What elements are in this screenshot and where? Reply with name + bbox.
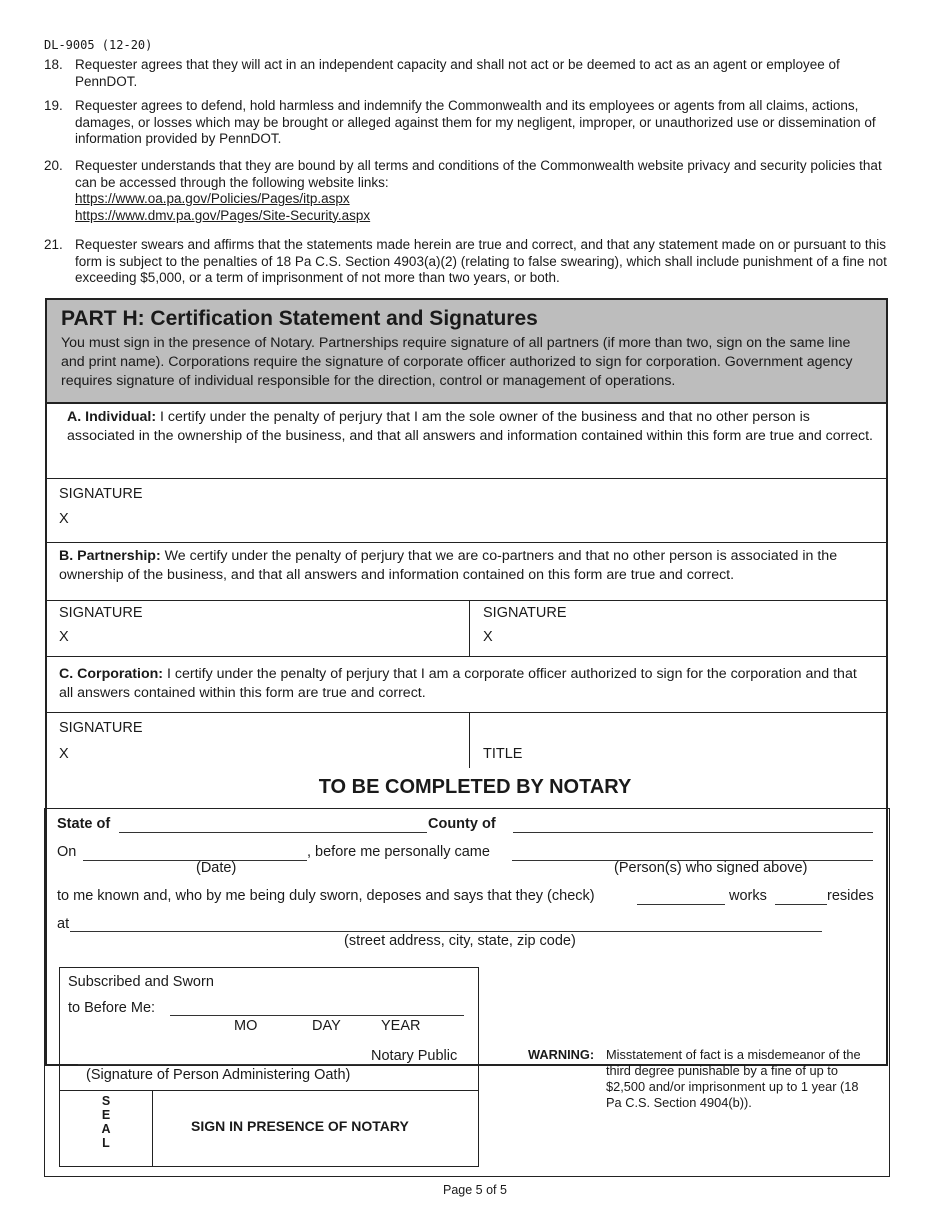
corporation-text: I certify under the penalty of perjury that I am a corporate officer authorized to sign for the corporation and that all answers contained within this form are true and correct. bbox=[59, 666, 857, 701]
list-item bbox=[44, 237, 892, 287]
date-hint: (Date) bbox=[196, 860, 237, 876]
notary-stamp-box bbox=[59, 967, 479, 1167]
sign-presence-label: SIGN IN PRESENCE OF NOTARY bbox=[191, 1118, 409, 1134]
part-h-title: PART H: Certification Statement and Signatures bbox=[61, 307, 538, 330]
notary-section bbox=[44, 808, 890, 1177]
county-input-line[interactable] bbox=[513, 832, 873, 833]
corporation-label: C. Corporation: bbox=[59, 666, 164, 682]
item-number: 20. bbox=[44, 158, 63, 173]
individual-certification bbox=[47, 408, 886, 446]
item-number: 21. bbox=[44, 237, 63, 252]
warning-text: Misstatement of fact is a misdemeanor of the third degree punishable by a fine of up to $2,500 and/or imprisonment up to 1 year (18 Pa C.S. Section 4904(b)). bbox=[606, 1047, 861, 1110]
warning-label: WARNING: bbox=[528, 1047, 595, 1062]
seal-area: S E A L bbox=[60, 1091, 153, 1166]
state-input-line[interactable] bbox=[119, 832, 427, 833]
list-item bbox=[44, 98, 892, 148]
on-label: On bbox=[57, 844, 77, 860]
month-hint: MO bbox=[234, 1018, 258, 1034]
security-policy-link[interactable]: https://www.dmv.pa.gov/Pages/Site-Security.aspx bbox=[75, 207, 371, 223]
list-item bbox=[44, 158, 892, 224]
address-hint: (street address, city, state, zip code) bbox=[344, 933, 576, 949]
signature-label: SIGNATURE bbox=[59, 486, 143, 502]
notary-heading: TO BE COMPLETED BY NOTARY bbox=[318, 776, 632, 798]
state-of-label: State of bbox=[57, 816, 111, 832]
signature-label: SIGNATURE bbox=[59, 605, 143, 621]
date-input-line[interactable] bbox=[83, 860, 307, 861]
individual-label: A. Individual: bbox=[67, 409, 157, 425]
part-h-header bbox=[47, 300, 886, 404]
item-text: Requester swears and affirms that the statements made herein are true and correct, and that any statement made on or pursuant to this form is subject to the penalties of 18 Pa C.S. Section 4903(a)(2) (relating to false swearing), which shall include punishment of a fine not exceeding $5,000, or a term of imprisonment of not more than two years, or both. bbox=[75, 237, 887, 285]
persons-hint: (Person(s) who signed above) bbox=[614, 860, 808, 876]
privacy-policy-link[interactable]: https://www.oa.pa.gov/Policies/Pages/itp.aspx bbox=[75, 191, 350, 206]
item-number: 19. bbox=[44, 98, 63, 113]
resides-check-line[interactable] bbox=[775, 904, 827, 905]
warning-notice bbox=[528, 1047, 868, 1111]
sworn-statement: to me known and, who by me being duly sworn, deposes and says that they (check) bbox=[57, 888, 595, 904]
day-hint: DAY bbox=[312, 1018, 341, 1034]
item-text: Requester understands that they are bound by all terms and conditions of the Commonwealth website privacy and security policies that can be accessed through the following website links: bbox=[75, 158, 882, 190]
individual-text: I certify under the penalty of perjury that I am the sole owner of the business and that no other person is associated in the ownership of the business, and that all answers and information contained within this form are true and correct. bbox=[67, 409, 873, 444]
at-label: at bbox=[57, 916, 70, 932]
signature-admin-hint: (Signature of Person Administering Oath) bbox=[86, 1067, 351, 1083]
item-number: 18. bbox=[44, 57, 63, 72]
list-item bbox=[44, 57, 892, 90]
works-check-line[interactable] bbox=[637, 904, 725, 905]
partner-2-signature-field[interactable]: X bbox=[483, 629, 493, 645]
part-h-intro: You must sign in the presence of Notary. Partnerships require signature of all partners (if more than two, sign on the same line and print name). Corporations require the signature of corporate officer authorized to sign for corporation. Government agency requires signature of individual responsible for the direction, control or management of operations. bbox=[61, 335, 853, 389]
to-before-me-label: to Before Me: bbox=[68, 1000, 156, 1016]
signature-label: SIGNATURE bbox=[59, 720, 143, 736]
subscribed-label: Subscribed and Sworn bbox=[68, 974, 214, 990]
signature-label: SIGNATURE bbox=[483, 605, 567, 621]
year-hint: YEAR bbox=[381, 1018, 421, 1034]
resides-label: resides bbox=[827, 888, 874, 904]
partner-1-signature-field[interactable]: X bbox=[59, 629, 69, 645]
corporation-certification bbox=[47, 665, 886, 703]
notary-signature-line[interactable] bbox=[78, 1064, 370, 1065]
notary-public-label: Notary Public bbox=[371, 1048, 458, 1064]
partnership-certification bbox=[47, 547, 886, 585]
sworn-date-input-line[interactable] bbox=[170, 1015, 464, 1016]
address-input-line[interactable] bbox=[70, 931, 822, 932]
title-field[interactable]: TITLE bbox=[483, 746, 523, 762]
corporate-signature-field[interactable]: X bbox=[59, 746, 69, 762]
item-text: Requester agrees to defend, hold harmless and indemnify the Commonwealth and its employees or agents from all claims, actions, damages, or losses which may be brought or alleged against them for my negligent, improper, or unauthorized use or dissemination of information provided by PennDOT. bbox=[75, 98, 876, 146]
individual-signature-field[interactable]: X bbox=[59, 511, 69, 527]
works-label: works bbox=[729, 888, 767, 904]
form-id: DL-9005 (12-20) bbox=[44, 38, 153, 52]
item-text: Requester agrees that they will act in an independent capacity and shall not act or be deemed to act as an agent or employee of PennDOT. bbox=[75, 57, 840, 89]
partnership-text: We certify under the penalty of perjury that we are co-partners and that no other person is associated in the ownership of the business, and that all answers and information contained on this form are true and correct. bbox=[59, 548, 838, 583]
page-number: Page 5 of 5 bbox=[443, 1183, 507, 1197]
before-me-text: , before me personally came bbox=[307, 844, 490, 860]
partnership-label: B. Partnership: bbox=[59, 548, 161, 564]
county-of-label: County of bbox=[428, 816, 496, 832]
